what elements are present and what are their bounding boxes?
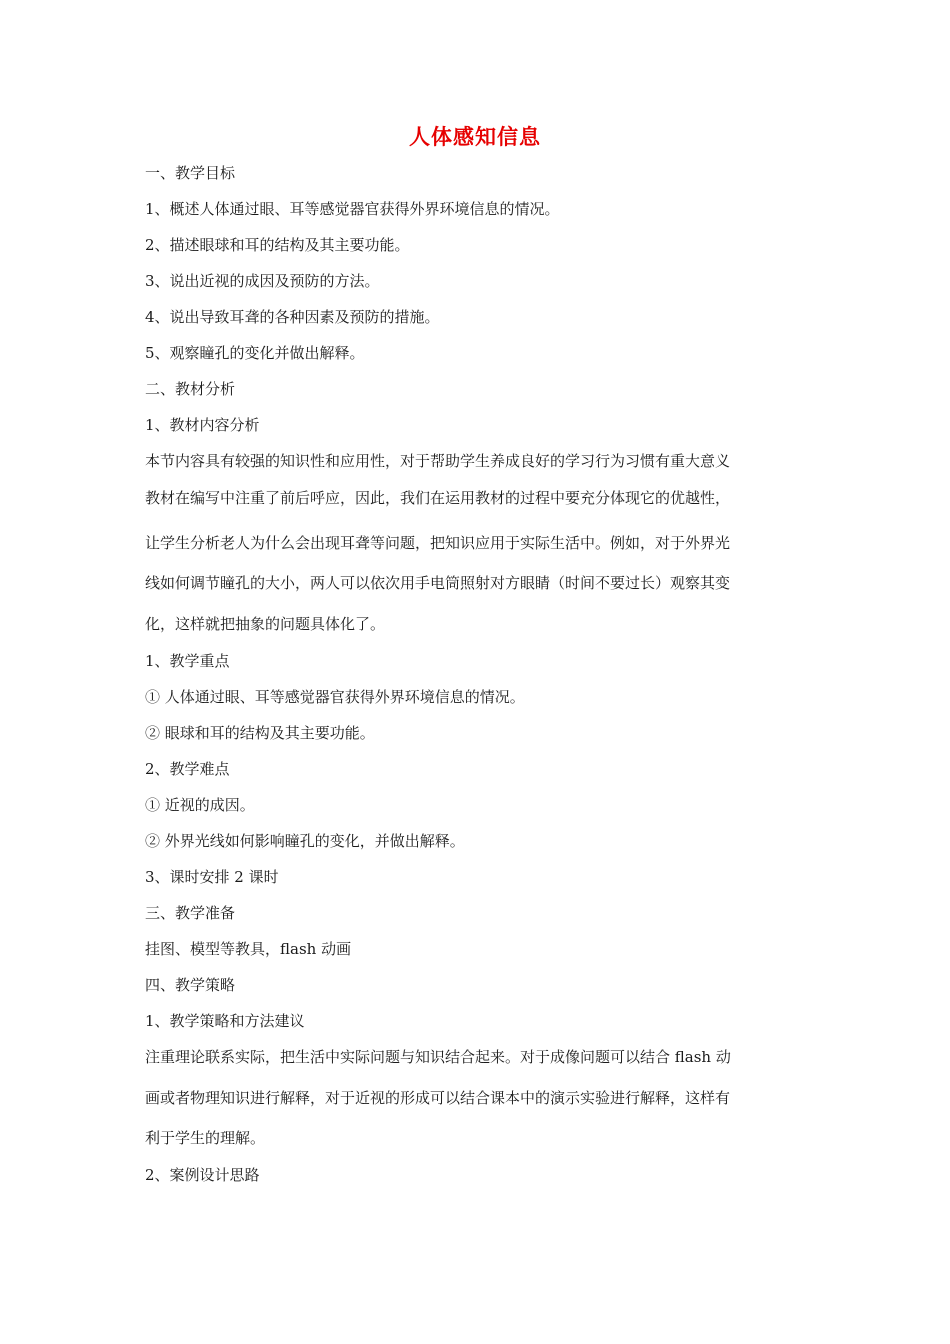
- subheading-content-analysis: 1、教材内容分析: [145, 416, 260, 434]
- goal-item-2: 2、描述眼球和耳的结构及其主要功能。: [145, 236, 410, 254]
- subheading-difficulties: 2、教学难点: [145, 760, 230, 778]
- paragraph-line: 化，这样就把抽象的问题具体化了。: [145, 615, 386, 633]
- paragraph-line: 利于学生的理解。: [145, 1129, 266, 1147]
- paragraph-line: 让学生分析老人为什么会出现耳聋等问题，把知识应用于实际生活中。例如，对于外界光: [145, 534, 731, 552]
- subheading-schedule: 3、课时安排 2 课时: [145, 868, 279, 886]
- subheading-case-design: 2、案例设计思路: [145, 1166, 260, 1184]
- subheading-strategy-methods: 1、教学策略和方法建议: [145, 1012, 305, 1030]
- difficulty-2: ② 外界光线如何影响瞳孔的变化，并做出解释。: [145, 832, 465, 850]
- paragraph-line: 画或者物理知识进行解释，对于近视的形成可以结合课本中的演示实验进行解释，这样有: [145, 1089, 731, 1107]
- paragraph-line: 本节内容具有较强的知识性和应用性，对于帮助学生养成良好的学习行为习惯有重大意义: [145, 452, 731, 470]
- paragraph-line: 线如何调节瞳孔的大小，两人可以依次用手电筒照射对方眼睛（时间不要过长）观察其变: [145, 574, 731, 592]
- goal-item-5: 5、观察瞳孔的变化并做出解释。: [145, 344, 365, 362]
- paragraph-line: 注重理论联系实际，把生活中实际问题与知识结合起来。对于成像问题可以结合 flash 动: [145, 1048, 731, 1066]
- difficulty-1: ① 近视的成因。: [145, 796, 255, 814]
- goal-item-1: 1、概述人体通过眼、耳等感觉器官获得外界环境信息的情况。: [145, 200, 560, 218]
- paragraph-line: 教材在编写中注重了前后呼应，因此，我们在运用教材的过程中要充分体现它的优越性，: [145, 489, 731, 507]
- key-point-1: ① 人体通过眼、耳等感觉器官获得外界环境信息的情况。: [145, 688, 525, 706]
- heading-teaching-goals: 一、教学目标: [145, 164, 236, 182]
- subheading-key-points: 1、教学重点: [145, 652, 230, 670]
- goal-item-4: 4、说出导致耳聋的各种因素及预防的措施。: [145, 308, 440, 326]
- goal-item-3: 3、说出近视的成因及预防的方法。: [145, 272, 380, 290]
- heading-material-analysis: 二、教材分析: [145, 380, 236, 398]
- key-point-2: ② 眼球和耳的结构及其主要功能。: [145, 724, 375, 742]
- heading-strategy: 四、教学策略: [145, 976, 236, 994]
- preparation-items: 挂图、模型等教具，flash 动画: [145, 940, 352, 958]
- document-title: 人体感知信息: [409, 124, 541, 149]
- heading-preparation: 三、教学准备: [145, 904, 236, 922]
